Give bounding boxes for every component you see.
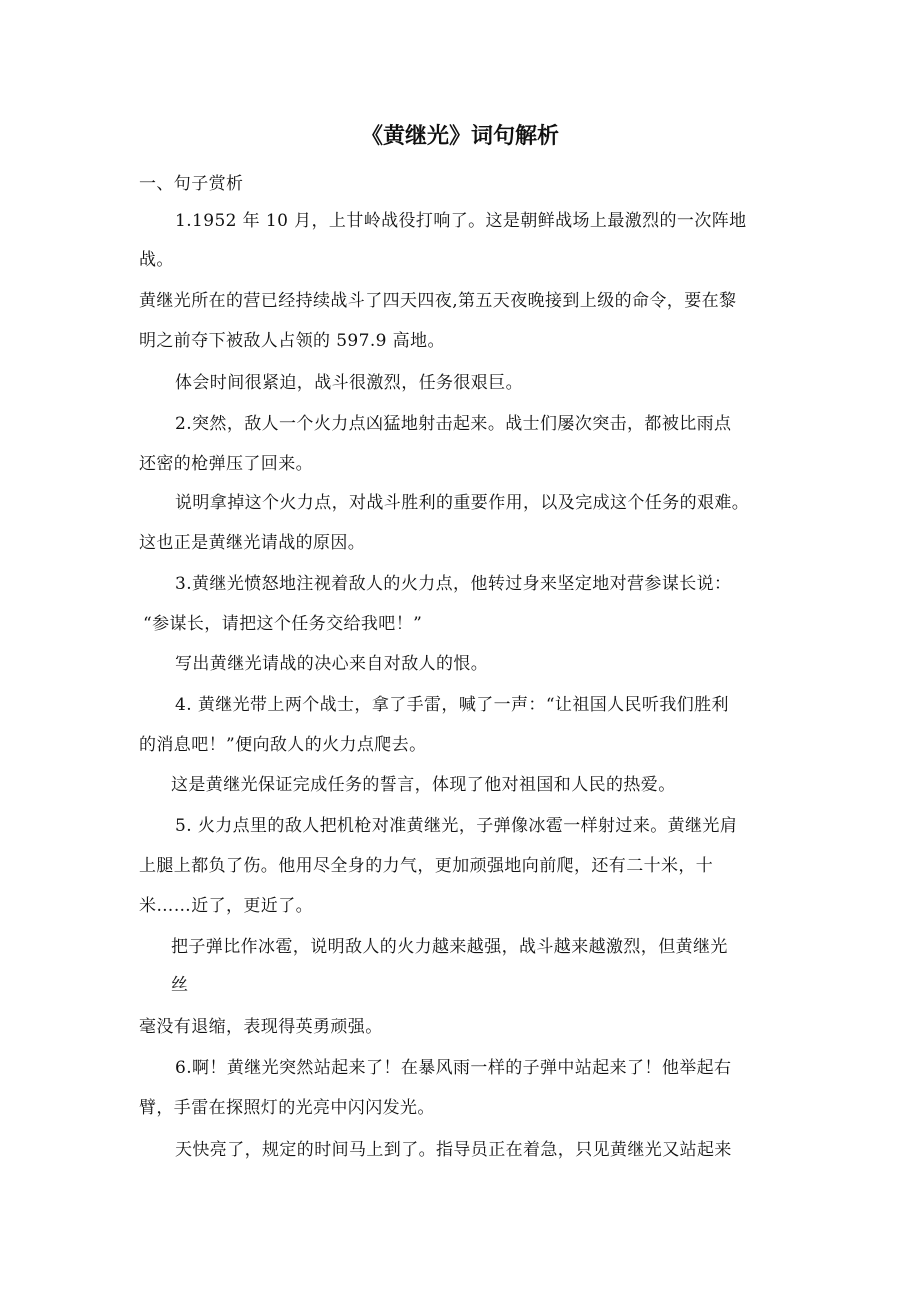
paragraph-line: 写出黄继光请战的决心来自对敌人的恨。 xyxy=(175,654,489,674)
paragraph-line: 2.突然，敌人一个火力点凶猛地射击起来。战士们屡次突击，都被比雨点 xyxy=(175,414,732,434)
paragraph-line: 说明拿掉这个火力点，对战斗胜利的重要作用，以及完成这个任务的艰难。 xyxy=(175,493,750,513)
paragraph-line: 米……近了，更近了。 xyxy=(139,896,313,916)
paragraph-line: 战。 xyxy=(139,250,174,270)
paragraph-line: 丝 xyxy=(171,975,189,995)
paragraph-line: 臂，手雷在探照灯的光亮中闪闪发光。 xyxy=(139,1098,435,1118)
paragraph-line: 把子弹比作冰雹，说明敌人的火力越来越强，战斗越来越激烈，但黄继光 xyxy=(171,937,728,957)
paragraph-line: 明之前夺下被敌人占领的 597.9 高地。 xyxy=(139,331,445,351)
paragraph-line: 的消息吧！”便向敌人的火力点爬去。 xyxy=(139,735,427,755)
paragraph-line: 1.1952 年 10 月，上甘岭战役打响了。这是朝鲜战场上最激烈的一次阵地 xyxy=(175,211,747,231)
paragraph-line: 还密的枪弹压了回来。 xyxy=(139,454,313,474)
paragraph-line: 这是黄继光保证完成任务的誓言，体现了他对祖国和人民的热爱。 xyxy=(171,775,676,795)
paragraph-line: 黄继光所在的营已经持续战斗了四天四夜,第五天夜晚接到上级的命令，要在黎 xyxy=(139,291,737,311)
section-heading: 一、句子赏析 xyxy=(139,174,244,194)
paragraph-line: “参谋长，请把这个任务交给我吧！” xyxy=(143,614,423,634)
paragraph-line: 4. 黄继光带上两个战士，拿了手雷，喊了一声：“让祖国人民听我们胜利 xyxy=(175,695,729,715)
paragraph-line: 这也正是黄继光请战的原因。 xyxy=(139,533,366,553)
paragraph-line: 3.黄继光愤怒地注视着敌人的火力点，他转过身来坚定地对营参谋长说： xyxy=(175,574,732,594)
paragraph-line: 天快亮了，规定的时间马上到了。指导员正在着急，只见黄继光又站起来 xyxy=(175,1140,732,1160)
paragraph-line: 毫没有退缩，表现得英勇顽强。 xyxy=(139,1017,383,1037)
paragraph-line: 上腿上都负了伤。他用尽全身的力气，更加顽强地向前爬，还有二十米，十 xyxy=(139,856,714,876)
paragraph-line: 体会时间很紧迫，战斗很激烈，任务很艰巨。 xyxy=(175,373,523,393)
paragraph-line: 6.啊！黄继光突然站起来了！在暴风雨一样的子弹中站起来了！他举起右 xyxy=(175,1058,732,1078)
paragraph-line: 5. 火力点里的敌人把机枪对准黄继光，子弹像冰雹一样射过来。黄继光肩 xyxy=(175,816,738,836)
document-title: 《黄继光》词句解析 xyxy=(360,124,559,149)
